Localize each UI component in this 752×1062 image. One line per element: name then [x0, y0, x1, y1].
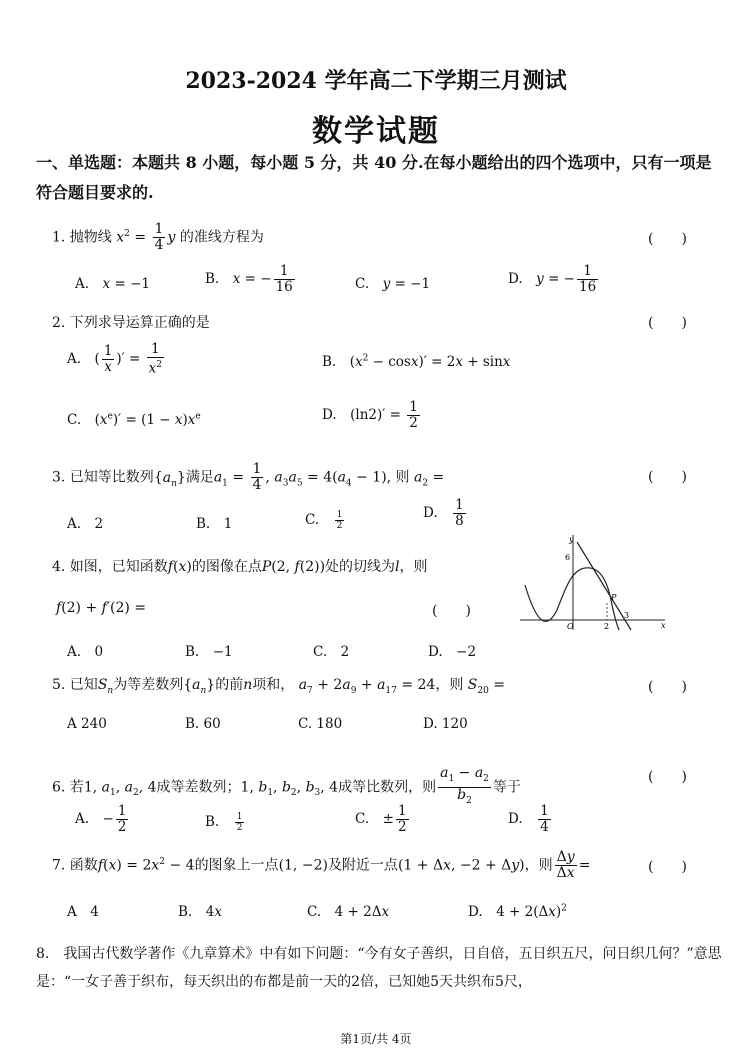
- q3-option-d: D. $\frac{1}{8}$: [423, 497, 464, 529]
- label-p: P: [611, 593, 617, 602]
- question-1: 1. 抛物线 $x^2$ = $\frac{1}{4}$ y 的准线方程为: [52, 221, 264, 253]
- q3-option-a: A. 2: [67, 516, 104, 532]
- q6-option-c: C. ± $\frac{1}{2}$: [355, 803, 407, 835]
- exam-subtitle: 数学试题: [312, 114, 440, 149]
- q1-option-a: A. x = −1: [75, 276, 150, 292]
- q1-option-c: C. y = −1: [355, 276, 431, 292]
- answer-paren: ( ): [648, 231, 687, 247]
- q6-option-b: B. $\frac{1}{2}$: [205, 812, 243, 833]
- q6-option-d: D. $\frac{1}{4}$: [508, 803, 549, 835]
- q2-option-a: A. ( $\frac{1}{x}$ )′ = $\frac{1}{x^2}$: [67, 341, 162, 377]
- q3-option-b: B. 1: [196, 516, 233, 532]
- answer-paren: ( ): [648, 679, 687, 695]
- question-8: 8. 我国古代数学著作《九章算术》中有如下问题：“今有女子善织，日自倍，五日织五尺，问日织几何？”意思是：“一女子善于织布，每天织出的布都是前一天的2倍，已知她5天共织布5尺，: [36, 946, 722, 990]
- q7-option-b: B. 4x: [178, 904, 222, 920]
- label-two: 2: [604, 622, 610, 631]
- question-7: 7. 函数$f(x) = 2x^2 - 4$的图象上一点(1, −2)及附近一点(1 + Δx, −2 + Δy)，则 $\frac{\Delta y}{\Delta x}$ =: [52, 849, 591, 881]
- q7-option-a: A 4: [67, 904, 99, 920]
- curve-f: [525, 568, 619, 630]
- q5-option-b: B. 60: [185, 716, 221, 732]
- q6-option-a: A. − $\frac{1}{2}$: [75, 803, 127, 835]
- q3-option-c: C. $\frac{1}{2}$: [305, 510, 343, 531]
- page-footer: 第1页/共 4页: [340, 1032, 412, 1046]
- y-label: y: [569, 535, 574, 544]
- question-3: 3. 已知等比数列$\{a_n\}$满足$a_1$ = $\frac{1}{4}$ , $a_3a_5 = 4(a_4 - 1)$, 则 $a_2$ =: [52, 461, 445, 493]
- q1-option-b: B. x = − $\frac{1}{16}$: [205, 263, 293, 295]
- label-three: 3: [624, 611, 630, 620]
- q5-option-a: A 240: [67, 716, 107, 732]
- question-4: 4. 如图，已知函数f(x)的图像在点P(2, f(2))处的切线为l，则: [52, 559, 428, 575]
- exam-title: 2023-2024 学年高二下学期三月测试: [185, 68, 567, 94]
- origin-label: O: [567, 622, 574, 631]
- answer-paren: ( ): [648, 315, 687, 331]
- answer-paren: ( ): [648, 859, 687, 875]
- q5-option-d: D. 120: [423, 716, 468, 732]
- answer-paren: ( ): [432, 603, 471, 619]
- q4-option-d: D. −2: [428, 644, 477, 660]
- q5-option-c: C. 180: [298, 716, 343, 732]
- question-2: 2. 下列求导运算正确的是: [52, 315, 210, 331]
- function-graph-figure: [515, 530, 670, 635]
- x-label: x: [661, 621, 666, 630]
- q4-option-a: A. 0: [67, 644, 104, 660]
- q7-option-c: C. 4 + 2Δx: [307, 904, 390, 920]
- question-5: 5. 已知$S_n$为等差数列$\{a_n\}$的前n项和， $a_7 + 2a_9 + a_{17} = 24$，则 $S_{20}$ =: [52, 677, 506, 696]
- question-4-expression: f(2) + f′(2) =: [56, 600, 147, 616]
- question-6: 6. 若1, $a_1$, $a_2$, 4成等差数列；1, $b_1$, $b_2$, $b_3$, 4成等比数列，则 $\frac{a_1 - a_2}{b_2}$ 等于: [52, 765, 521, 806]
- q2-option-c: C. $(x^e)' = (1 - x)x^e$: [67, 411, 201, 428]
- tangent-line: [577, 542, 631, 630]
- q2-option-d: D. (ln2)′ = $\frac{1}{2}$: [322, 399, 418, 431]
- q7-option-d: D. $4 + 2(\Delta x)^2$: [468, 903, 567, 920]
- q2-option-b: B. $(x^2 - \cos x)' = 2x + \sin x$: [322, 353, 511, 370]
- section-heading: 一、单选题：本题共 8 小题，每小题 5 分，共 40 分.在每小题给出的四个选项中，只有一项是符合题目要求的.: [36, 153, 712, 202]
- label-six: 6: [565, 553, 571, 562]
- answer-paren: ( ): [648, 469, 687, 485]
- q4-option-c: C. 2: [313, 644, 350, 660]
- answer-paren: ( ): [648, 769, 687, 785]
- q4-option-b: B. −1: [185, 644, 233, 660]
- q1-option-d: D. y = − $\frac{1}{16}$: [508, 263, 597, 295]
